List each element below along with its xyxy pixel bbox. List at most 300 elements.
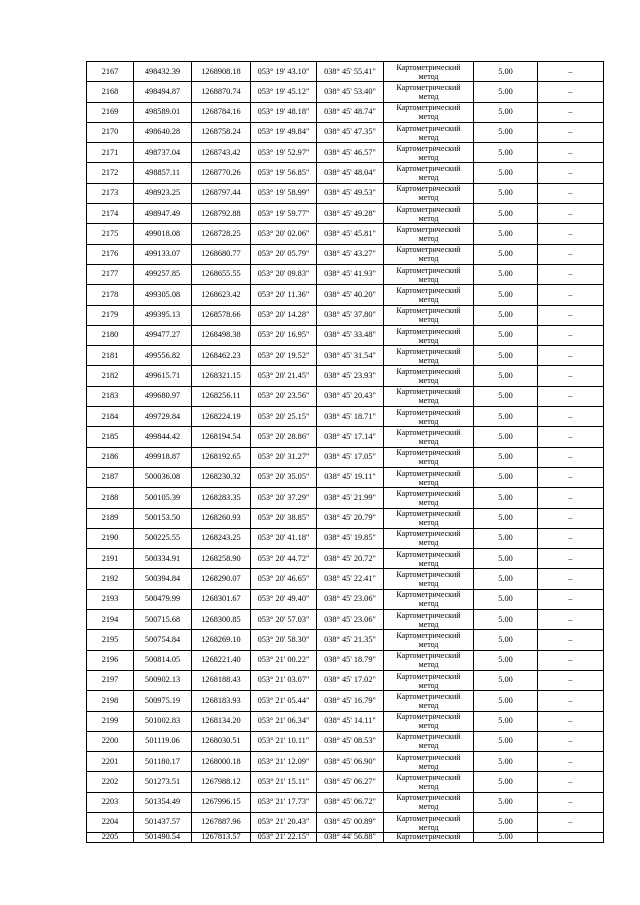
longitude-cell: 038° 45' 45.81" <box>317 224 384 244</box>
method-cell: Картометрический метод <box>384 122 474 142</box>
longitude-cell: 038° 45' 06.27" <box>317 772 384 792</box>
longitude-cell: 038° 45' 06.72" <box>317 792 384 812</box>
table-row <box>87 772 604 792</box>
note-cell: – <box>538 752 604 772</box>
table-row <box>87 488 604 508</box>
point-number-cell: 2194 <box>87 610 134 630</box>
table-row <box>87 143 604 163</box>
x-coordinate-cell: 501273.51 <box>134 772 192 792</box>
accuracy-cell: 5.00 <box>474 630 538 650</box>
longitude-cell: 038° 45' 20.72" <box>317 549 384 569</box>
latitude-cell: 053° 21' 15.11" <box>251 772 317 792</box>
y-coordinate-cell: 1268290.07 <box>192 569 251 589</box>
y-coordinate-cell: 1268300.85 <box>192 610 251 630</box>
x-coordinate-cell: 501437.57 <box>134 812 192 832</box>
point-number-cell: 2192 <box>87 569 134 589</box>
note-cell: – <box>538 589 604 609</box>
table-row <box>87 528 604 548</box>
y-coordinate-cell: 1268243.25 <box>192 528 251 548</box>
x-coordinate-cell: 499680.97 <box>134 386 192 406</box>
x-coordinate-cell: 499918.87 <box>134 447 192 467</box>
table-row <box>87 163 604 183</box>
table-row <box>87 610 604 630</box>
accuracy-cell: 5.00 <box>474 670 538 690</box>
x-coordinate-cell: 501002.83 <box>134 711 192 731</box>
accuracy-cell: 5.00 <box>474 569 538 589</box>
method-cell: Картометрический метод <box>384 691 474 711</box>
note-cell: – <box>538 731 604 751</box>
note-cell: – <box>538 264 604 284</box>
method-cell: Картометрический метод <box>384 812 474 832</box>
x-coordinate-cell: 499477.27 <box>134 325 192 345</box>
point-number-cell: 2199 <box>87 711 134 731</box>
note-cell: – <box>538 386 604 406</box>
accuracy-cell: 5.00 <box>474 346 538 366</box>
latitude-cell: 053° 20' 05.79" <box>251 244 317 264</box>
longitude-cell: 038° 45' 21.35" <box>317 630 384 650</box>
point-number-cell: 2180 <box>87 325 134 345</box>
table-row <box>87 102 604 122</box>
y-coordinate-cell: 1268283.35 <box>192 488 251 508</box>
method-cell: Картометрический метод <box>384 650 474 670</box>
point-number-cell: 2181 <box>87 346 134 366</box>
table-row <box>87 285 604 305</box>
point-number-cell: 2177 <box>87 264 134 284</box>
coordinates-table <box>86 61 604 843</box>
point-number-cell: 2193 <box>87 589 134 609</box>
longitude-cell: 038° 45' 37.80" <box>317 305 384 325</box>
latitude-cell: 053° 20' 09.83" <box>251 264 317 284</box>
y-coordinate-cell: 1268134.20 <box>192 711 251 731</box>
accuracy-cell: 5.00 <box>474 467 538 487</box>
method-cell: Картометрический метод <box>384 772 474 792</box>
method-cell: Картометрический метод <box>384 467 474 487</box>
note-cell: – <box>538 163 604 183</box>
y-coordinate-cell: 1268908.18 <box>192 62 251 82</box>
point-number-cell: 2200 <box>87 731 134 751</box>
latitude-cell: 053° 20' 57.03" <box>251 610 317 630</box>
note-cell: – <box>538 427 604 447</box>
latitude-cell: 053° 20' 16.95" <box>251 325 317 345</box>
method-cell: Картометрический метод <box>384 488 474 508</box>
method-cell: Картометрический метод <box>384 366 474 386</box>
latitude-cell: 053° 20' 28.86" <box>251 427 317 447</box>
latitude-cell: 053° 20' 58.30" <box>251 630 317 650</box>
table-row <box>87 386 604 406</box>
note-cell: – <box>538 204 604 224</box>
longitude-cell: 038° 45' 46.57" <box>317 143 384 163</box>
table-row <box>87 224 604 244</box>
longitude-cell: 038° 45' 14.11" <box>317 711 384 731</box>
point-number-cell: 2197 <box>87 670 134 690</box>
table-row <box>87 752 604 772</box>
table-row <box>87 305 604 325</box>
x-coordinate-cell: 500036.08 <box>134 467 192 487</box>
method-cell: Картометрический метод <box>384 62 474 82</box>
table-row <box>87 467 604 487</box>
y-coordinate-cell: 1268623.42 <box>192 285 251 305</box>
latitude-cell: 053° 20' 38.85" <box>251 508 317 528</box>
point-number-cell: 2173 <box>87 183 134 203</box>
x-coordinate-cell: 500334.91 <box>134 549 192 569</box>
note-cell: – <box>538 407 604 427</box>
table-row <box>87 569 604 589</box>
longitude-cell: 038° 45' 55.41" <box>317 62 384 82</box>
accuracy-cell: 5.00 <box>474 731 538 751</box>
accuracy-cell: 5.00 <box>474 62 538 82</box>
longitude-cell: 038° 45' 47.35" <box>317 122 384 142</box>
point-number-cell: 2174 <box>87 204 134 224</box>
point-number-cell: 2187 <box>87 467 134 487</box>
note-cell: – <box>538 528 604 548</box>
accuracy-cell: 5.00 <box>474 650 538 670</box>
point-number-cell: 2184 <box>87 407 134 427</box>
latitude-cell: 053° 21' 00.22" <box>251 650 317 670</box>
point-number-cell: 2201 <box>87 752 134 772</box>
method-cell: Картометрический метод <box>384 752 474 772</box>
longitude-cell: 038° 45' 40.20" <box>317 285 384 305</box>
point-number-cell: 2175 <box>87 224 134 244</box>
x-coordinate-cell: 501180.17 <box>134 752 192 772</box>
y-coordinate-cell: 1268258.90 <box>192 549 251 569</box>
latitude-cell: 053° 19' 43.10" <box>251 62 317 82</box>
y-coordinate-cell: 1268770.26 <box>192 163 251 183</box>
method-cell: Картометрический метод <box>384 528 474 548</box>
x-coordinate-cell: 500715.68 <box>134 610 192 630</box>
accuracy-cell: 5.00 <box>474 224 538 244</box>
accuracy-cell: 5.00 <box>474 407 538 427</box>
point-number-cell: 2179 <box>87 305 134 325</box>
y-coordinate-cell: 1268230.32 <box>192 467 251 487</box>
y-coordinate-cell: 1268030.51 <box>192 731 251 751</box>
accuracy-cell: 5.00 <box>474 589 538 609</box>
accuracy-cell: 5.00 <box>474 528 538 548</box>
latitude-cell: 053° 19' 48.18" <box>251 102 317 122</box>
accuracy-cell: 5.00 <box>474 427 538 447</box>
longitude-cell: 038° 45' 49.28" <box>317 204 384 224</box>
accuracy-cell: 5.00 <box>474 610 538 630</box>
y-coordinate-cell: 1267996.15 <box>192 792 251 812</box>
accuracy-cell: 5.00 <box>474 244 538 264</box>
note-cell: – <box>538 792 604 812</box>
latitude-cell: 053° 19' 45.12" <box>251 82 317 102</box>
table-row <box>87 650 604 670</box>
note-cell: – <box>538 102 604 122</box>
method-cell: Картометрический метод <box>384 143 474 163</box>
table-row <box>87 346 604 366</box>
latitude-cell: 053° 19' 49.84" <box>251 122 317 142</box>
latitude-cell: 053° 21' 12.09" <box>251 752 317 772</box>
table-row <box>87 549 604 569</box>
y-coordinate-cell: 1268000.18 <box>192 752 251 772</box>
table-row <box>87 447 604 467</box>
note-cell: – <box>538 812 604 832</box>
method-cell: Картометрический метод <box>384 569 474 589</box>
table-body <box>87 62 604 843</box>
y-coordinate-cell: 1268194.54 <box>192 427 251 447</box>
point-number-cell: 2190 <box>87 528 134 548</box>
longitude-cell: 038° 45' 41.93" <box>317 264 384 284</box>
point-number-cell: 2185 <box>87 427 134 447</box>
x-coordinate-cell: 498589.01 <box>134 102 192 122</box>
latitude-cell: 053° 21' 06.34" <box>251 711 317 731</box>
method-cell: Картометрический метод <box>384 346 474 366</box>
latitude-cell: 053° 21' 10.11" <box>251 731 317 751</box>
accuracy-cell: 5.00 <box>474 711 538 731</box>
latitude-cell: 053° 20' 44.72" <box>251 549 317 569</box>
y-coordinate-cell: 1268578.66 <box>192 305 251 325</box>
latitude-cell: 053° 20' 14.28" <box>251 305 317 325</box>
latitude-cell: 053° 20' 31.27" <box>251 447 317 467</box>
note-cell: – <box>538 447 604 467</box>
latitude-cell: 053° 21' 22.15" <box>251 833 317 842</box>
table-row <box>87 62 604 82</box>
longitude-cell: 038° 45' 06.90" <box>317 752 384 772</box>
latitude-cell: 053° 20' 49.40" <box>251 589 317 609</box>
point-number-cell: 2202 <box>87 772 134 792</box>
method-cell: Картометрический метод <box>384 447 474 467</box>
point-number-cell: 2169 <box>87 102 134 122</box>
accuracy-cell: 5.00 <box>474 325 538 345</box>
y-coordinate-cell: 1268256.11 <box>192 386 251 406</box>
x-coordinate-cell: 500975.19 <box>134 691 192 711</box>
method-cell: Картометрический метод <box>384 610 474 630</box>
point-number-cell: 2167 <box>87 62 134 82</box>
point-number-cell: 2195 <box>87 630 134 650</box>
y-coordinate-cell: 1268784.16 <box>192 102 251 122</box>
note-cell: – <box>538 183 604 203</box>
table-row <box>87 325 604 345</box>
accuracy-cell: 5.00 <box>474 386 538 406</box>
x-coordinate-cell: 498432.39 <box>134 62 192 82</box>
accuracy-cell: 5.00 <box>474 833 538 842</box>
table-row <box>87 407 604 427</box>
longitude-cell: 038° 45' 18.79" <box>317 650 384 670</box>
point-number-cell: 2182 <box>87 366 134 386</box>
x-coordinate-cell: 499395.13 <box>134 305 192 325</box>
table-row <box>87 204 604 224</box>
note-cell: – <box>538 244 604 264</box>
note-cell: – <box>538 488 604 508</box>
x-coordinate-cell: 500225.55 <box>134 528 192 548</box>
accuracy-cell: 5.00 <box>474 488 538 508</box>
x-coordinate-cell: 500105.39 <box>134 488 192 508</box>
point-number-cell: 2198 <box>87 691 134 711</box>
point-number-cell: 2189 <box>87 508 134 528</box>
method-cell: Картометрический метод <box>384 244 474 264</box>
note-cell: – <box>538 346 604 366</box>
x-coordinate-cell: 498640.28 <box>134 122 192 142</box>
method-cell: Картометрический метод <box>384 264 474 284</box>
note-cell: – <box>538 508 604 528</box>
y-coordinate-cell: 1268269.10 <box>192 630 251 650</box>
note-cell: – <box>538 610 604 630</box>
longitude-cell: 038° 45' 20.79" <box>317 508 384 528</box>
longitude-cell: 038° 45' 00.89" <box>317 812 384 832</box>
x-coordinate-cell: 499018.08 <box>134 224 192 244</box>
table-row <box>87 630 604 650</box>
accuracy-cell: 5.00 <box>474 366 538 386</box>
latitude-cell: 053° 20' 25.15" <box>251 407 317 427</box>
table-row <box>87 244 604 264</box>
y-coordinate-cell: 1268498.38 <box>192 325 251 345</box>
longitude-cell: 038° 45' 53.40" <box>317 82 384 102</box>
longitude-cell: 038° 45' 19.11" <box>317 467 384 487</box>
table-row <box>87 792 604 812</box>
method-cell: Картометрический метод <box>384 731 474 751</box>
longitude-cell: 038° 45' 23.93" <box>317 366 384 386</box>
y-coordinate-cell: 1268260.93 <box>192 508 251 528</box>
method-cell: Картометрический метод <box>384 549 474 569</box>
y-coordinate-cell: 1268301.67 <box>192 589 251 609</box>
table-row <box>87 366 604 386</box>
latitude-cell: 053° 20' 11.36" <box>251 285 317 305</box>
latitude-cell: 053° 19' 52.97" <box>251 143 317 163</box>
y-coordinate-cell: 1268758.24 <box>192 122 251 142</box>
note-cell: – <box>538 650 604 670</box>
y-coordinate-cell: 1268188.43 <box>192 670 251 690</box>
longitude-cell: 038° 45' 48.04" <box>317 163 384 183</box>
latitude-cell: 053° 21' 17.73" <box>251 792 317 812</box>
point-number-cell: 2171 <box>87 143 134 163</box>
point-number-cell: 2172 <box>87 163 134 183</box>
longitude-cell: 038° 45' 48.74" <box>317 102 384 122</box>
longitude-cell: 038° 45' 20.43" <box>317 386 384 406</box>
accuracy-cell: 5.00 <box>474 305 538 325</box>
table-row <box>87 183 604 203</box>
accuracy-cell: 5.00 <box>474 102 538 122</box>
x-coordinate-cell: 500153.50 <box>134 508 192 528</box>
note-cell: – <box>538 82 604 102</box>
x-coordinate-cell: 500902.13 <box>134 670 192 690</box>
longitude-cell: 038° 45' 31.54" <box>317 346 384 366</box>
longitude-cell: 038° 45' 17.14" <box>317 427 384 447</box>
accuracy-cell: 5.00 <box>474 549 538 569</box>
latitude-cell: 053° 19' 56.85" <box>251 163 317 183</box>
accuracy-cell: 5.00 <box>474 183 538 203</box>
accuracy-cell: 5.00 <box>474 143 538 163</box>
table-row <box>87 508 604 528</box>
y-coordinate-cell: 1268797.44 <box>192 183 251 203</box>
longitude-cell: 038° 45' 18.71" <box>317 407 384 427</box>
y-coordinate-cell: 1268655.55 <box>192 264 251 284</box>
point-number-cell: 2204 <box>87 812 134 832</box>
y-coordinate-cell: 1268224.19 <box>192 407 251 427</box>
note-cell: – <box>538 285 604 305</box>
point-number-cell: 2170 <box>87 122 134 142</box>
method-cell: Картометрический метод <box>384 407 474 427</box>
y-coordinate-cell: 1268870.74 <box>192 82 251 102</box>
x-coordinate-cell: 500754.84 <box>134 630 192 650</box>
method-cell: Картометрический метод <box>384 224 474 244</box>
point-number-cell: 2183 <box>87 386 134 406</box>
note-cell: – <box>538 711 604 731</box>
x-coordinate-cell: 499257.85 <box>134 264 192 284</box>
x-coordinate-cell: 500814.05 <box>134 650 192 670</box>
note-cell: – <box>538 224 604 244</box>
note-cell: – <box>538 691 604 711</box>
table-row <box>87 427 604 447</box>
method-cell: Картометрический метод <box>384 183 474 203</box>
longitude-cell: 038° 45' 43.27" <box>317 244 384 264</box>
point-number-cell: 2205 <box>87 833 134 842</box>
accuracy-cell: 5.00 <box>474 752 538 772</box>
accuracy-cell: 5.00 <box>474 812 538 832</box>
longitude-cell: 038° 45' 49.53" <box>317 183 384 203</box>
point-number-cell: 2176 <box>87 244 134 264</box>
longitude-cell: 038° 45' 22.41" <box>317 569 384 589</box>
table-row <box>87 122 604 142</box>
y-coordinate-cell: 1268462.23 <box>192 346 251 366</box>
x-coordinate-cell: 500394.84 <box>134 569 192 589</box>
note-cell: – <box>538 122 604 142</box>
latitude-cell: 053° 20' 19.52" <box>251 346 317 366</box>
table-row <box>87 812 604 832</box>
accuracy-cell: 5.00 <box>474 204 538 224</box>
y-coordinate-cell: 1268743.42 <box>192 143 251 163</box>
point-number-cell: 2196 <box>87 650 134 670</box>
x-coordinate-cell: 498923.25 <box>134 183 192 203</box>
note-cell: – <box>538 670 604 690</box>
y-coordinate-cell: 1267988.12 <box>192 772 251 792</box>
method-cell: Картометрический <box>384 833 474 842</box>
x-coordinate-cell: 501119.06 <box>134 731 192 751</box>
note-cell: – <box>538 366 604 386</box>
note-cell: – <box>538 569 604 589</box>
method-cell: Картометрический метод <box>384 386 474 406</box>
method-cell: Картометрический метод <box>384 792 474 812</box>
accuracy-cell: 5.00 <box>474 447 538 467</box>
latitude-cell: 053° 20' 02.06" <box>251 224 317 244</box>
method-cell: Картометрический метод <box>384 102 474 122</box>
latitude-cell: 053° 19' 58.99" <box>251 183 317 203</box>
x-coordinate-cell: 499844.42 <box>134 427 192 447</box>
latitude-cell: 053° 20' 35.05" <box>251 467 317 487</box>
y-coordinate-cell: 1268728.25 <box>192 224 251 244</box>
x-coordinate-cell: 501490.54 <box>134 833 192 842</box>
note-cell: – <box>538 772 604 792</box>
longitude-cell: 038° 45' 33.48" <box>317 325 384 345</box>
note-cell: – <box>538 62 604 82</box>
accuracy-cell: 5.00 <box>474 508 538 528</box>
table-row <box>87 82 604 102</box>
note-cell: – <box>538 143 604 163</box>
latitude-cell: 053° 21' 20.43" <box>251 812 317 832</box>
note-cell: – <box>538 325 604 345</box>
latitude-cell: 053° 20' 23.56" <box>251 386 317 406</box>
accuracy-cell: 5.00 <box>474 691 538 711</box>
method-cell: Картометрический метод <box>384 630 474 650</box>
y-coordinate-cell: 1268321.15 <box>192 366 251 386</box>
latitude-cell: 053° 20' 41.18" <box>251 528 317 548</box>
accuracy-cell: 5.00 <box>474 264 538 284</box>
x-coordinate-cell: 499729.84 <box>134 407 192 427</box>
table-row <box>87 833 604 842</box>
y-coordinate-cell: 1268221.40 <box>192 650 251 670</box>
longitude-cell: 038° 44' 56.88" <box>317 833 384 842</box>
point-number-cell: 2191 <box>87 549 134 569</box>
latitude-cell: 053° 21' 05.44" <box>251 691 317 711</box>
x-coordinate-cell: 500479.99 <box>134 589 192 609</box>
x-coordinate-cell: 499615.71 <box>134 366 192 386</box>
accuracy-cell: 5.00 <box>474 285 538 305</box>
accuracy-cell: 5.00 <box>474 163 538 183</box>
longitude-cell: 038° 45' 17.05" <box>317 447 384 467</box>
latitude-cell: 053° 21' 03.07" <box>251 670 317 690</box>
y-coordinate-cell: 1268792.88 <box>192 204 251 224</box>
note-cell: – <box>538 630 604 650</box>
method-cell: Картометрический метод <box>384 670 474 690</box>
